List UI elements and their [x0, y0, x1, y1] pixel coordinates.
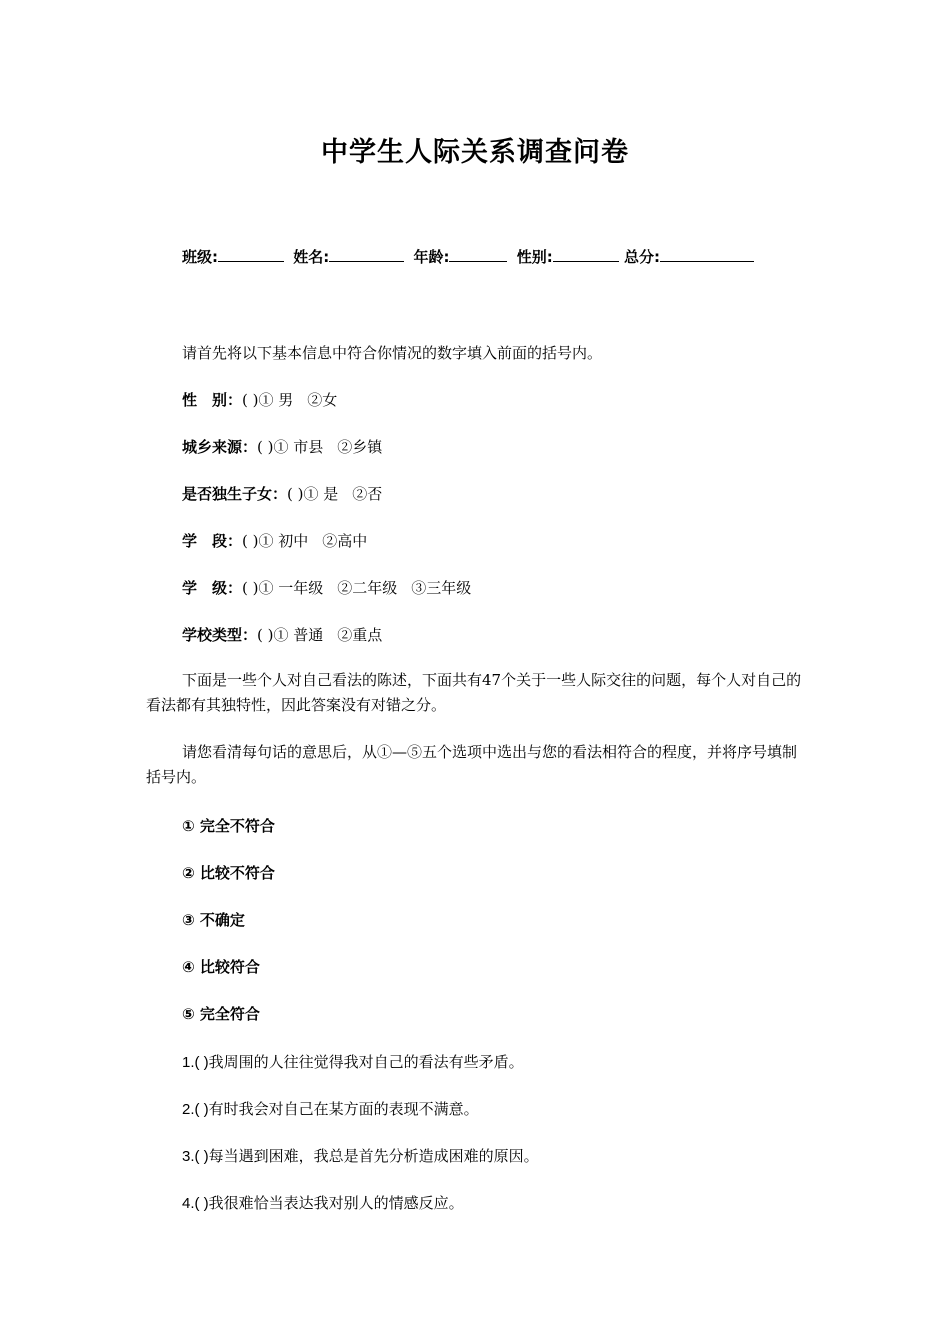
instructions-paragraph: 下面是一些个人对自己看法的陈述，下面共有47个关于一些人际交往的问题，每个人对自己的看法都有其独特性，因此答案没有对错之分。 — [146, 671, 802, 714]
name-blank[interactable] — [329, 247, 404, 262]
basic-info-label: 性 别： — [182, 391, 243, 409]
option: ②重点 — [337, 626, 383, 644]
question-text: 有时我会对自己在某方面的表现不满意。 — [208, 1100, 479, 1118]
question-number[interactable]: 2.( ) — [182, 1101, 209, 1118]
class-blank[interactable] — [218, 247, 284, 262]
answer-bracket[interactable]: ( ) — [257, 438, 274, 456]
scale-option: ③ 不确定 — [182, 911, 245, 929]
age-blank[interactable] — [449, 247, 507, 262]
basic-info-label: 是否独生子女： — [182, 485, 288, 503]
option: ②女 — [307, 391, 338, 409]
question-text: 我周围的人往往觉得我对自己的看法有些矛盾。 — [208, 1053, 524, 1071]
question-text: 我很难恰当表达我对别人的情感反应。 — [208, 1194, 464, 1212]
question-item — [182, 1098, 479, 1119]
scale-option: ① 完全不符合 — [182, 817, 275, 835]
answer-bracket[interactable]: ( ) — [242, 579, 259, 597]
question-number[interactable]: 1.( ) — [182, 1054, 209, 1071]
option: ① 普通 — [273, 626, 324, 644]
answer-bracket[interactable]: ( ) — [242, 391, 259, 409]
basic-info-label: 学校类型： — [182, 626, 258, 644]
answer-bracket[interactable]: ( ) — [242, 532, 259, 550]
option: ① 男 — [258, 391, 294, 409]
basic-info-school-type — [182, 624, 396, 645]
question-number[interactable]: 4.( ) — [182, 1195, 209, 1212]
gender-label: 性别: — [516, 248, 553, 266]
option: ②乡镇 — [337, 438, 383, 456]
score-blank[interactable] — [660, 247, 754, 262]
basic-info-origin — [182, 436, 396, 457]
score-label: 总分: — [623, 248, 660, 266]
option: ① 是 — [303, 485, 339, 503]
option: ②二年级 — [337, 579, 398, 597]
option: ① 一年级 — [258, 579, 324, 597]
basic-info-only-child — [182, 483, 396, 504]
question-item — [182, 1145, 539, 1166]
option: ②高中 — [322, 532, 368, 550]
instructions-paragraph: 请您看清每句话的意思后，从①—⑤五个选项中选出与您的看法相符合的程度，并将序号填制括号内。 — [146, 743, 798, 786]
question-item — [182, 1051, 524, 1072]
page-title: 中学生人际关系调查问卷 — [321, 137, 629, 168]
answer-bracket[interactable]: ( ) — [287, 485, 304, 503]
basic-info-label: 城乡来源： — [182, 438, 258, 456]
basic-info-label: 学 级： — [182, 579, 243, 597]
class-label: 班级: — [182, 248, 218, 266]
name-label: 姓名: — [293, 248, 330, 266]
option: ① 初中 — [258, 532, 309, 550]
option: ① 市县 — [273, 438, 324, 456]
basic-info-label: 学 段： — [182, 532, 243, 550]
basic-info-grade — [182, 577, 485, 598]
answer-bracket[interactable]: ( ) — [257, 626, 274, 644]
gender-blank[interactable] — [553, 247, 619, 262]
scale-option: ⑤ 完全符合 — [182, 1005, 260, 1023]
question-number[interactable]: 3.( ) — [182, 1148, 209, 1165]
option: ③三年级 — [411, 579, 472, 597]
option: ②否 — [352, 485, 383, 503]
scale-option: ② 比较不符合 — [182, 864, 275, 882]
question-text: 每当遇到困难，我总是首先分析造成困难的原因。 — [208, 1147, 539, 1165]
basic-info-stage — [182, 530, 381, 551]
student-info-fields — [182, 246, 754, 267]
scale-option: ④ 比较符合 — [182, 958, 260, 976]
basic-info-gender — [182, 389, 351, 410]
question-item — [182, 1192, 464, 1213]
intro-text: 请首先将以下基本信息中符合你情况的数字填入前面的括号内。 — [182, 344, 603, 362]
age-label: 年龄: — [413, 248, 450, 266]
